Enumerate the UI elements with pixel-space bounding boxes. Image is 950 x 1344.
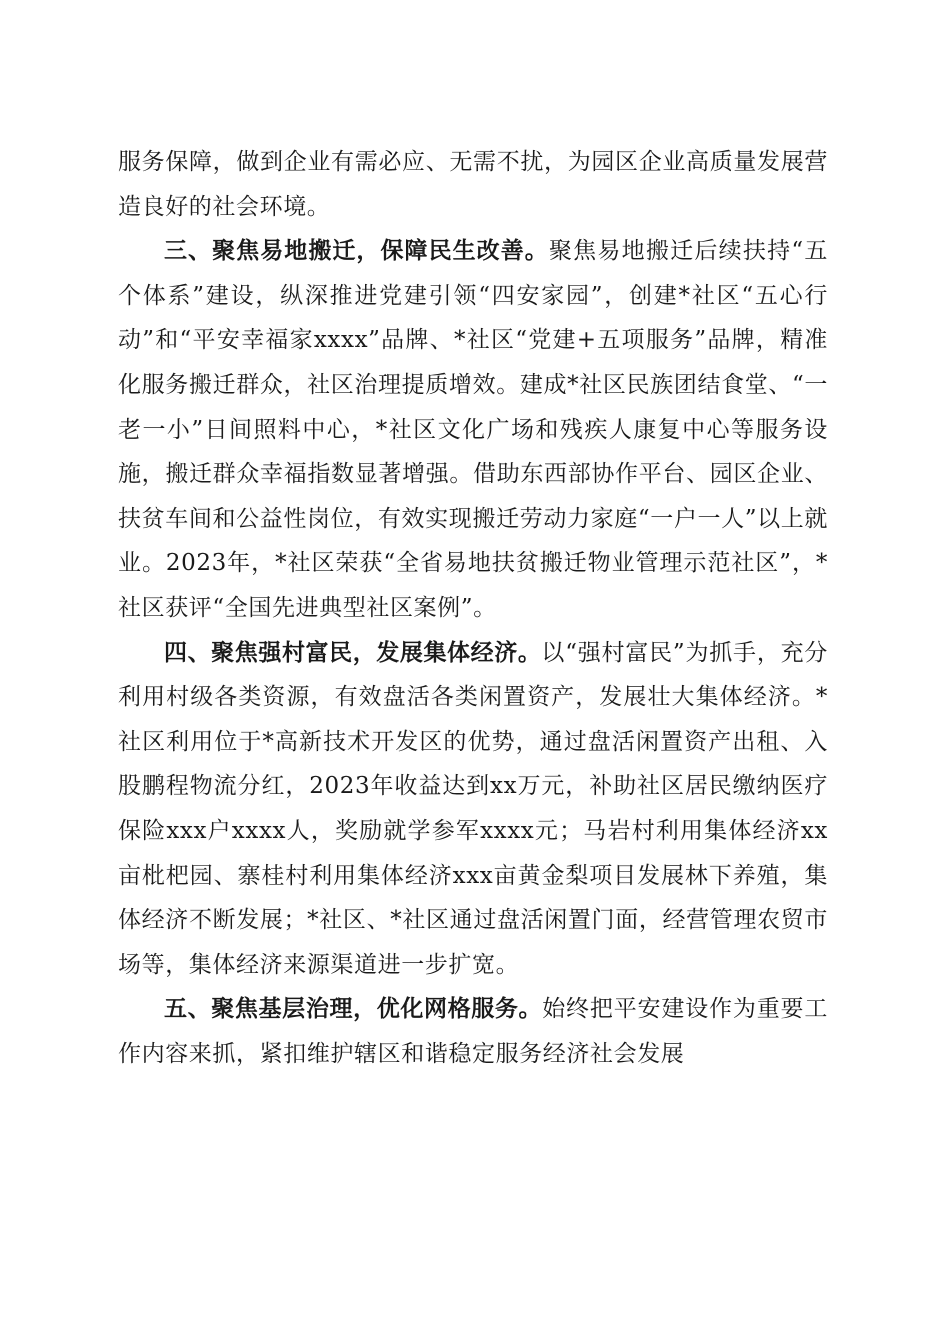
section-heading: 三、聚焦易地搬迁，保障民生改善。 — [164, 238, 549, 265]
section-heading: 四、聚焦强村富民，发展集体经济。 — [164, 639, 542, 666]
paragraph-relocation — [118, 229, 828, 630]
paragraph-text: 聚焦易地搬迁后续扶持“五个体系”建设，纵深推进党建引领“四安家园”，创建*社区“五心行动”和“平安幸福家xxxx”品牌、*社区“党建+五项服务”品牌，精准化服务搬迁群众，社区治理提质增效。建成*社区民族团结食堂、“一老一小”日间照料中心，*社区文化广场和残疾人康复中心等服务设施，搬迁群众幸福指数显著增强。借助东西部协作平台、园区企业、扶贫车间和公益性岗位，有效实现搬迁劳动力家庭“一户一人”以上就业。2023年，*社区荣获“全省易地扶贫搬迁物业管理示范社区”，*社区获评“全国先进典型社区案例”。 — [118, 238, 828, 621]
paragraph-text: 服务保障，做到企业有需必应、无需不扰，为园区企业高质量发展营造良好的社会环境。 — [118, 149, 828, 220]
document-body — [118, 140, 828, 1076]
paragraph-continuation — [118, 140, 828, 229]
paragraph-text: 始终把平安建设作为重要工作内容来抓，紧扣维护辖区和谐稳定服务经济社会发展 — [118, 996, 828, 1067]
paragraph-collective-economy — [118, 631, 828, 988]
paragraph-text: 以“强村富民”为抓手，充分利用村级各类资源，有效盘活各类闲置资产，发展壮大集体经济。*社区利用位于*高新技术开发区的优势，通过盘活闲置资产出租、入股鹏程物流分红，2023年收益达到xx万元，补助社区居民缴纳医疗保险xxx户xxxx人，奖励就学参军xxxx元；马岩村利用集体经济xx亩枇杷园、寨桂村利用集体经济xxx亩黄金梨项目发展林下养殖，集体经济不断发展；*社区、*社区通过盘活闲置门面，经营管理农贸市场等，集体经济来源渠道进一步扩宽。 — [118, 639, 828, 978]
paragraph-grassroots-governance — [118, 987, 828, 1076]
section-heading: 五、聚焦基层治理，优化网格服务。 — [164, 996, 543, 1023]
